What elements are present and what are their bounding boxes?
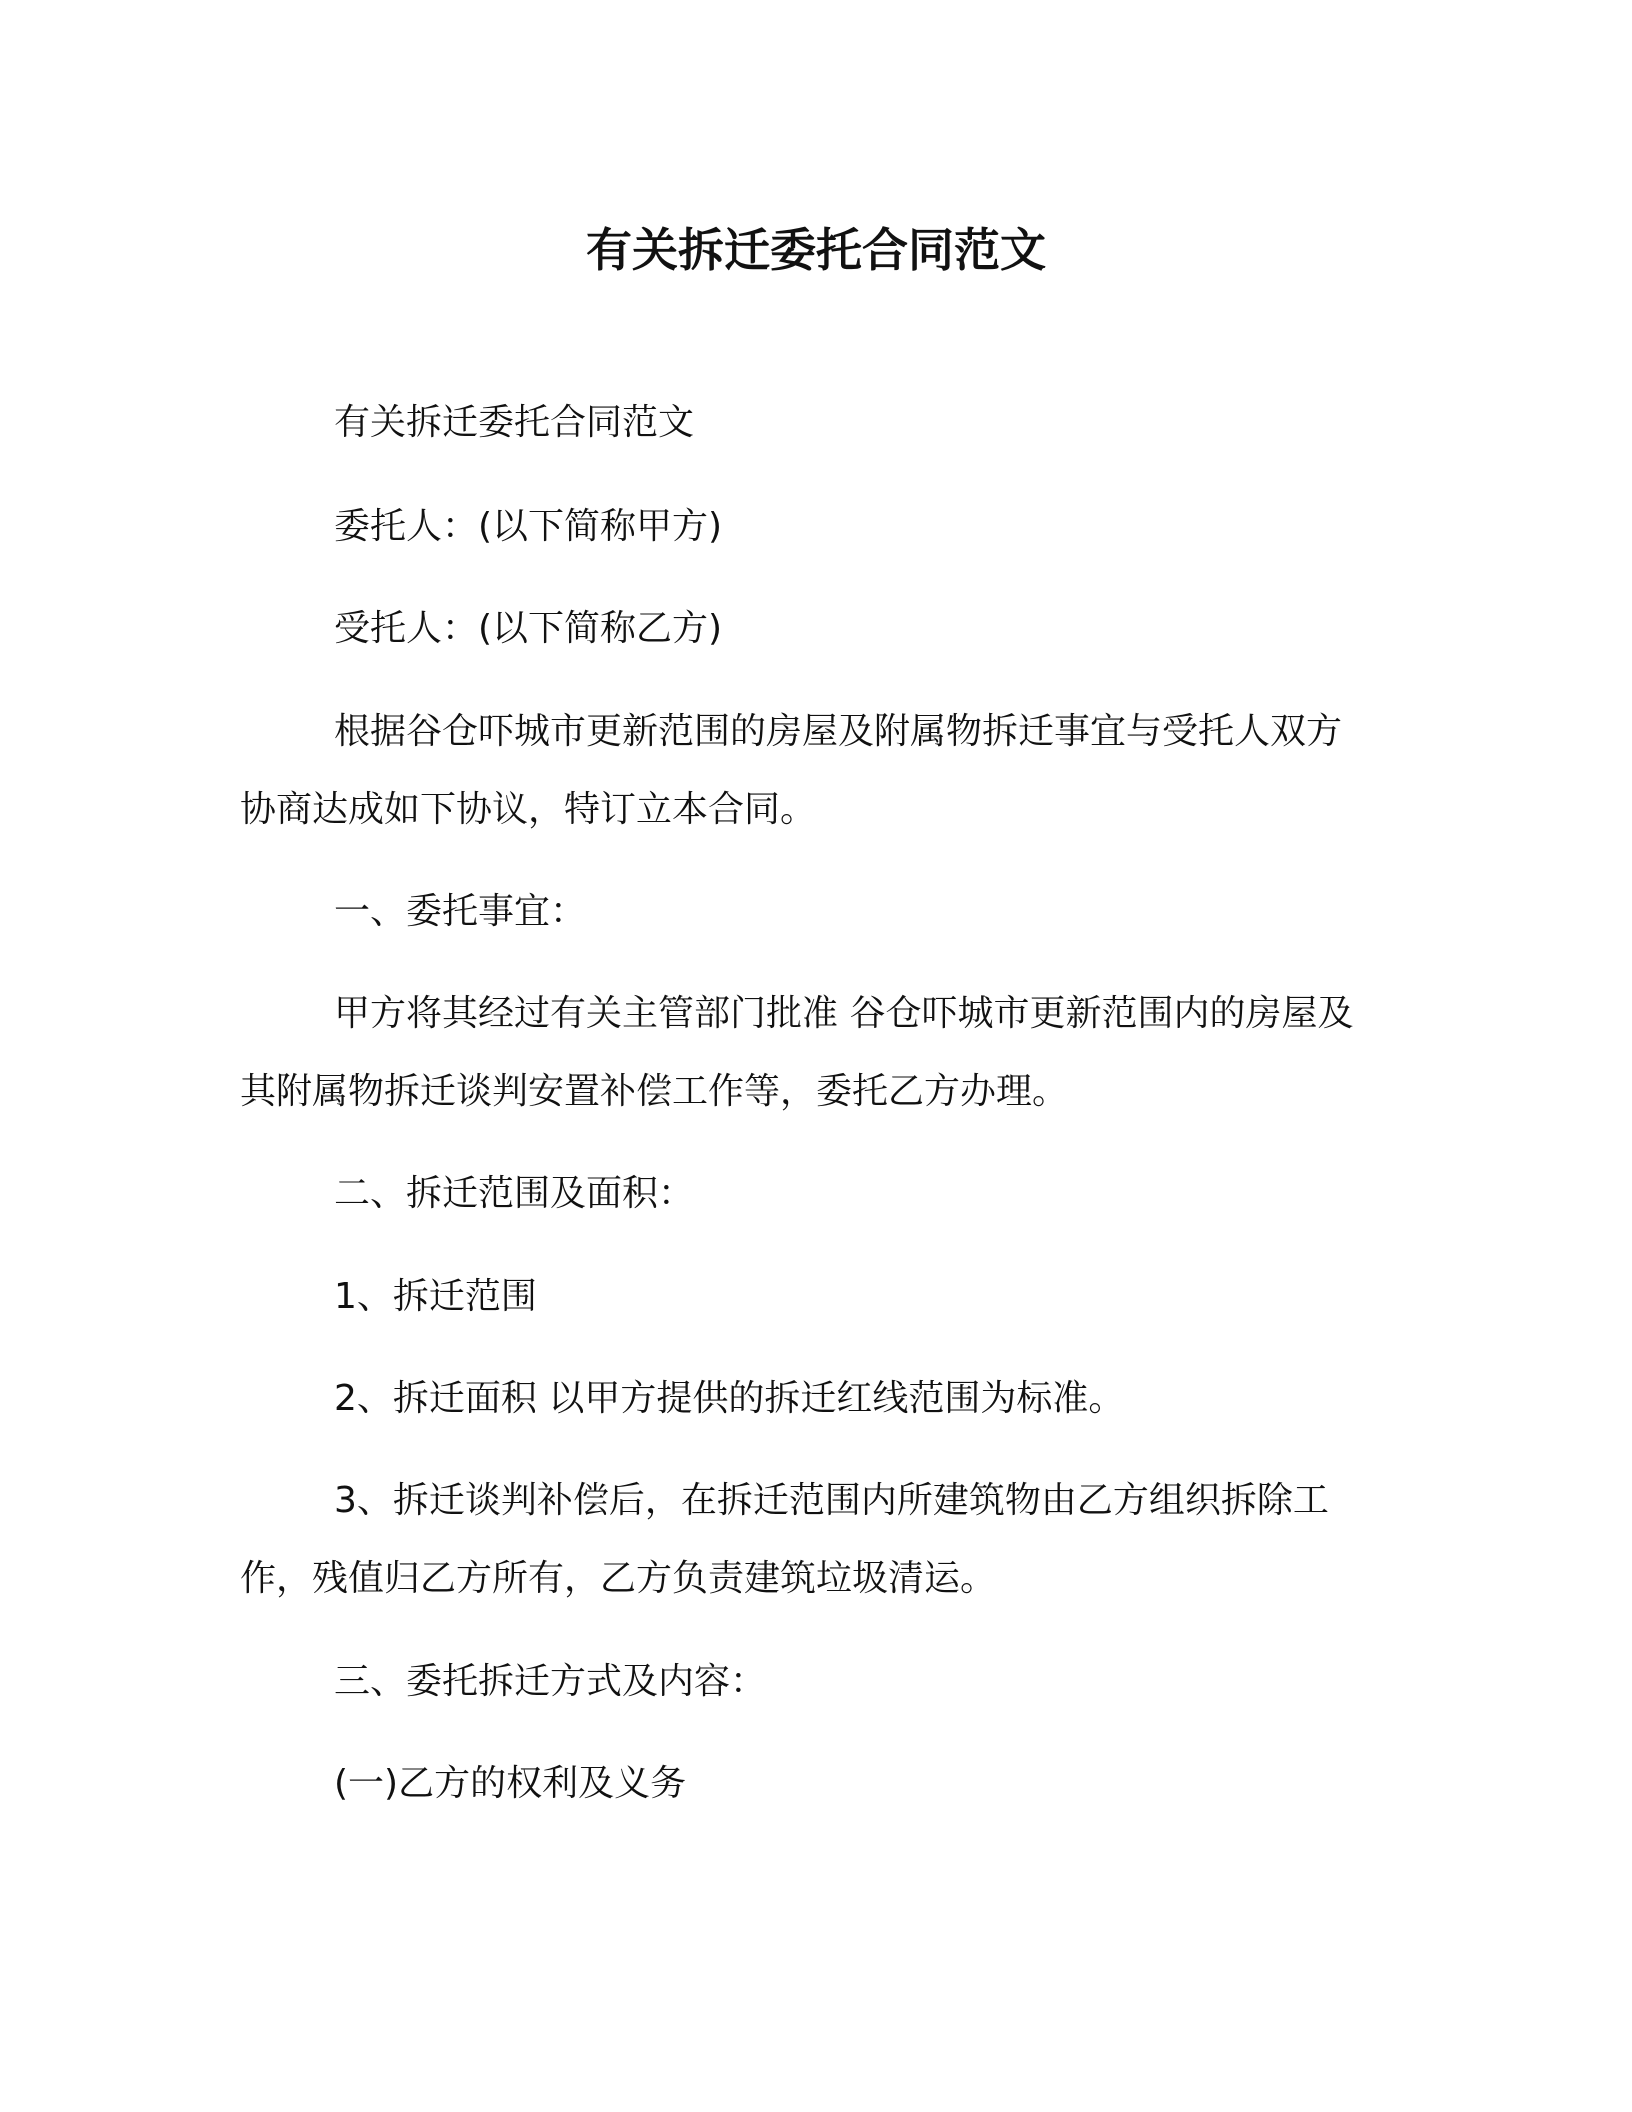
- section-heading-1: 一、委托事宜：: [334, 891, 587, 932]
- subsection-heading-1: (一)乙方的权利及义务: [334, 1763, 687, 1804]
- paragraph-client: 委托人：(以下简称甲方): [334, 506, 723, 547]
- section-heading-3: 三、委托拆迁方式及内容：: [334, 1661, 767, 1702]
- paragraph-heading: 有关拆迁委托合同范文: [334, 402, 695, 443]
- paragraph-trustee: 受托人：(以下简称乙方): [334, 608, 723, 649]
- list-item-1: 1、拆迁范围: [334, 1276, 537, 1317]
- paragraph-section-1-line-1: 甲方将其经过有关主管部门批准 谷仓吓城市更新范围内的房屋及: [334, 993, 1354, 1034]
- paragraph-section-1-line-2: 其附属物拆迁谈判安置补偿工作等，委托乙方办理。: [240, 1071, 1069, 1112]
- paragraph-preamble-line-1: 根据谷仓吓城市更新范围的房屋及附属物拆迁事宜与受托人双方: [334, 711, 1343, 752]
- list-item-3-line-1: 3、拆迁谈判补偿后，在拆迁范围内所建筑物由乙方组织拆除工: [334, 1480, 1329, 1521]
- section-heading-2: 二、拆迁范围及面积：: [334, 1173, 695, 1214]
- document-title: 有关拆迁委托合同范文: [586, 223, 1046, 277]
- list-item-3-line-2: 作，残值归乙方所有，乙方负责建筑垃圾清运。: [240, 1558, 997, 1599]
- list-item-2: 2、拆迁面积 以甲方提供的拆迁红线范围为标准。: [334, 1378, 1125, 1419]
- paragraph-preamble-line-2: 协商达成如下协议，特订立本合同。: [240, 789, 817, 830]
